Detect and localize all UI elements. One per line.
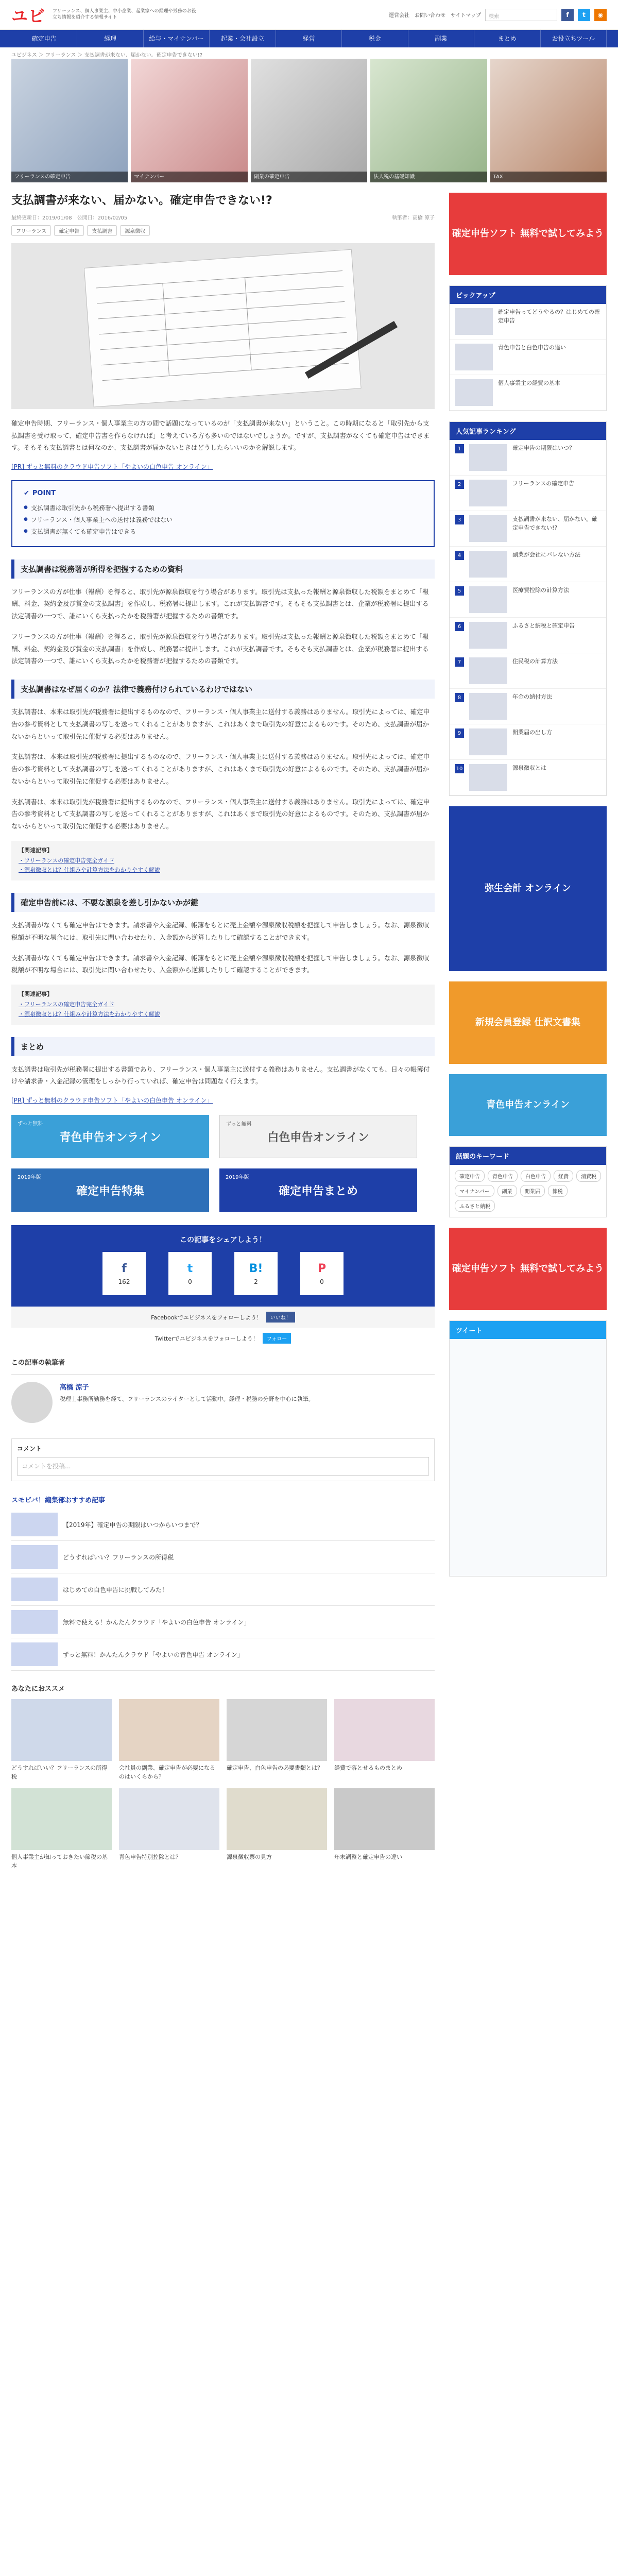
list-item-title: はじめての白色申告に挑戦してみた！ [63,1586,168,1594]
thumbnail [469,480,507,506]
point-title: POINT [32,489,56,498]
ranking-item[interactable] [450,547,606,582]
grid-image [119,1699,219,1761]
page-title: 支払調書が来ない、届かない。確定申告できない!? [11,194,272,207]
rank-badge: 4 [455,551,464,560]
banner-caption: フリーランスの確定申告 [11,172,128,182]
grid-card[interactable] [11,1788,112,1870]
nav-item-keiri[interactable]: 経理 [77,30,143,47]
point-list [24,502,422,537]
nav-item-tools[interactable]: お役立ちツール [541,30,607,47]
section-heading: 支払調書はなぜ届くのか？法律で義務付けられているわけではない [11,680,435,699]
sidebar [449,193,607,1870]
tag[interactable]: 支払調書 [87,225,117,236]
top-link-sitemap[interactable]: サイトマップ [451,13,481,19]
comments-section [11,1438,435,1481]
grid-card[interactable] [227,1788,327,1870]
twitter-heading: ツイート [450,1321,606,1339]
check-icon: ✔ [24,489,29,498]
grid-title: 個人事業主が知っておきたい節税の基本 [11,1854,108,1869]
related-link[interactable]: ・フリーランスの確定申告完全ガイド [19,1001,114,1008]
section-text: 支払調書がなくても確定申告はできます。請求書や入金記録、帳簿をもとに売上金額や源泉徴収税額を把握して申告しましょう。なお、源泉徴収税額が不明な場合には、取引先に問い合わせたり、入金額から逆算したりして確認することができます。 [11,921,430,941]
keyword-list [450,1165,606,1217]
section-heading: 確定申告前には、不要な源泉を差し引かないかが鍵 [11,893,435,912]
content-wrap [0,182,618,1870]
related-box [11,985,435,1024]
rss-icon[interactable]: ◉ [594,9,607,21]
thumbnail [469,693,507,720]
ad-tag: 2019年版 [18,1175,41,1181]
thumbnail [11,1545,58,1569]
point-item: ● 支払調書は取引先から税務署へ提出する書類 [24,502,422,514]
ad-label: 確定申告まとめ [278,1184,358,1198]
ranking-item[interactable] [450,689,606,724]
author-bio: 税理士事務所勤務を経て、フリーランスのライターとして活動中。経理・税務の分野を中心に執筆。 [60,1396,314,1403]
rank-badge: 2 [455,480,464,489]
list-item-title: ずっと無料！かんたんクラウド「やよいの青色申告 オンライン」 [63,1651,244,1658]
pickup-box [449,285,607,411]
grid-image [227,1788,327,1850]
facebook-icon: f [122,1262,127,1275]
share-count: 162 [118,1278,130,1285]
rank-badge: 8 [455,693,464,702]
banner-slide-5[interactable] [490,59,607,182]
grid-title: 源泉徴収票の見方 [227,1854,272,1861]
twitter-follow-button[interactable]: フォロー [263,1333,291,1344]
keyword-chip[interactable]: 副業 [497,1185,517,1197]
ranking-box [449,421,607,796]
logo-text: ユビ [11,6,46,26]
nav-item-kakutei[interactable]: 確定申告 [11,30,77,47]
grid-title: 経費で落とせるものまとめ [334,1765,402,1772]
keywords-box [449,1146,607,1217]
thumbnail [469,586,507,613]
thumbnail [469,657,507,684]
ad-tag: ずっと無料 [226,1122,252,1128]
rank-badge: 3 [455,515,464,524]
grid-image [11,1788,112,1850]
ad-special[interactable] [11,1168,209,1212]
list-item-title: 【2019年】確定申告の期限はいつからいつまで？ [63,1521,202,1529]
tag[interactable]: フリーランス [11,225,51,236]
banner-caption: TAX [490,172,607,182]
twitter-icon[interactable]: t [578,9,590,21]
sidebar-ad-blue[interactable]: 青色申告オンライン [449,1074,607,1136]
point-heading [24,489,422,497]
ad-summary[interactable] [219,1168,417,1212]
ad-label: 白色申告オンライン [267,1131,369,1144]
list-item[interactable] [11,1573,435,1606]
grid-image [334,1788,435,1850]
pickup-title: 青色申告と白色申告の違い [498,344,566,351]
list-item[interactable] [11,1606,435,1638]
ranking-title: ふるさと納税と確定申告 [512,622,575,629]
top-link-company[interactable]: 運営会社 [389,13,410,19]
pickup-item[interactable] [450,340,606,375]
keywords-heading: 話題のキーワード [450,1147,606,1165]
banner-carousel [0,59,618,182]
ad-tag: ずっと無料 [18,1121,43,1127]
section-text: 支払調書は取引先が税務署に提出する書類であり、フリーランス・個人事業主に送付する義務はありません。支払調書がなくても、日々の帳簿付けや請求書・入金記録の管理をしっかり行っていれば、確定申告は問題なく行えます。 [11,1065,430,1086]
recommend-heading: スモビバ！編集部おすすめ記事 [11,1497,106,1505]
nav-item-fukugyo[interactable]: 副業 [408,30,474,47]
ranking-title: 確定申告の期限はいつ？ [512,445,575,451]
banner-slide-2[interactable] [131,59,247,182]
main-nav [0,30,618,47]
grid-image [119,1788,219,1850]
grid-card[interactable] [334,1699,435,1781]
pr-link[interactable]: [PR] ずっと無料のクラウド申告ソフト「やよいの白色申告 オンライン」 [11,463,213,471]
section-text: 支払調書は、本来は取引先が税務署に提出するものなので、フリーランス・個人事業主に送付する義務はありません。取引先によっては、確定申告の参考資料として支払調書の写しを送ってくれることがありますが、これはあくまで取引先の好意によるものです。そのため、支払調書が届かないからといって取引先に催促する必要はありません。 [11,798,430,831]
keyword-chip[interactable]: ふるさと納税 [455,1200,495,1212]
share-heading: この記事をシェアしよう！ [180,1236,266,1245]
pickup-title: 個人事業主の経費の基本 [498,380,560,386]
ranking-title: 源泉徴収とは [512,765,546,771]
nav-item-kigyo[interactable]: 起業・会社設立 [210,30,276,47]
author-name[interactable]: 高橋 涼子 [60,1384,89,1392]
rank-badge: 1 [455,444,464,453]
ad-row [11,1168,435,1212]
rank-badge: 6 [455,622,464,631]
grid-card[interactable] [119,1699,219,1781]
article-main [11,193,435,1870]
article-author[interactable]: 執筆者：高橋 涼子 [391,215,435,221]
banner-slide-1[interactable] [11,59,128,182]
thumbnail [469,728,507,755]
ranking-item[interactable] [450,760,606,795]
list-item[interactable] [11,1509,435,1541]
grid-card[interactable] [11,1699,112,1781]
twitter-follow [11,1328,435,1349]
nav-item-kyuyo[interactable]: 給与・マイナンバー [144,30,210,47]
sidebar-ad-kaikei[interactable]: 弥生会計 オンライン [449,806,607,971]
ranking-item[interactable] [450,618,606,653]
facebook-follow [11,1307,435,1328]
keyword-chip[interactable]: 開業届 [520,1185,545,1197]
pickup-heading: ピックアップ [450,286,606,304]
rank-badge: 9 [455,728,464,738]
ad-white-return[interactable] [219,1115,417,1158]
related-link[interactable]: ・源泉徴収とは？仕組みや計算方法をわかりやすく解説 [19,867,160,874]
share-hatena-button[interactable] [234,1252,278,1295]
article-meta [11,213,435,221]
thumbnail [469,551,507,578]
share-pocket-button[interactable] [300,1252,344,1295]
ad-label: 青色申告オンライン [59,1131,161,1144]
keyword-chip[interactable]: 節税 [548,1185,568,1197]
keyword-chip[interactable]: 白色申告 [521,1170,551,1182]
top-link-contact[interactable]: お問い合わせ [415,13,446,19]
sidebar-ad-register[interactable]: 新規会員登録 仕訳文書集 [449,981,607,1064]
share-twitter-button[interactable] [168,1252,212,1295]
nav-item-matome[interactable]: まとめ [474,30,540,47]
ranking-title: フリーランスの確定申告 [512,480,575,487]
top-links [389,11,481,19]
section-text: 支払調書がなくても確定申告はできます。請求書や入金記録、帳簿をもとに売上金額や源泉徴収税額を把握して申告しましょう。なお、源泉徴収税額が不明な場合には、取引先に問い合わせたり、入金額から逆算したりして確認することができます。 [11,954,430,974]
article-intro: 確定申告時期、フリーランス・個人事業主の方の間で話題になっているのが「支払調書が来ない」ということ。この時期になると「取引先から支払調書を受け取って、確定申告書を作らなければ」と考えている方も多いのではないでしょうか。ですが、支払調書がなくても確定申告はできます。そもそも支払調書とは何なのか、支払調書が届かないときはどうしたらいいのかを解説します。 [11,419,430,452]
ranking-item[interactable] [450,653,606,689]
banner-caption: 副業の確定申告 [251,172,367,182]
twitter-icon: t [187,1262,193,1275]
related-link[interactable]: ・源泉徴収とは？仕組みや計算方法をわかりやすく解説 [19,1010,160,1018]
point-item: ● 支払調書が無くても確定申告はできる [24,526,422,538]
article-grid [11,1699,435,1870]
grid-card[interactable] [227,1699,327,1781]
ranking-heading: 人気記事ランキング [450,422,606,440]
keyword-chip[interactable]: 経費 [554,1170,573,1182]
grid-title: 年末調整と確定申告の違い [334,1854,402,1861]
document-illustration [11,243,435,409]
avatar [11,1382,53,1423]
ranking-title: 支払調書が来ない、届かない。確定申告できない!? [512,516,597,531]
pickup-item[interactable] [450,304,606,340]
thumbnail [11,1578,58,1601]
grid-card[interactable] [119,1788,219,1870]
facebook-icon[interactable]: f [561,9,574,21]
ranking-title: 医療費控除の計算方法 [512,587,569,594]
grid-image [334,1699,435,1761]
related-heading: 【関連記事】 [19,991,53,998]
rank-badge: 10 [455,764,464,773]
keyword-chip[interactable]: 青色申告 [488,1170,518,1182]
header-right [389,9,607,21]
thumbnail [469,622,507,649]
share-facebook-button[interactable] [102,1252,146,1295]
facebook-follow-text: Facebookでユビジネスをフォローしよう！ [151,1314,262,1321]
thumbnail [455,308,493,335]
keyword-chip[interactable]: 消費税 [576,1170,601,1182]
share-box [11,1225,435,1307]
keyword-chip[interactable]: 確定申告 [455,1170,485,1182]
search-placeholder: 検索 [489,13,499,20]
author-heading: この記事の執筆者 [11,1359,65,1367]
related-box [11,841,435,880]
grid-heading: あなたにおススメ [11,1685,65,1693]
thumbnail [469,515,507,542]
share-count: 0 [320,1278,324,1285]
nav-item-keiei[interactable]: 経営 [276,30,342,47]
ranking-item[interactable] [450,582,606,618]
ad-label: 確定申告特集 [76,1184,144,1198]
ranking-item[interactable] [450,476,606,511]
comments-title: コメント [17,1445,42,1453]
banner-caption: 法人税の基礎知識 [370,172,487,182]
ranking-item[interactable] [450,724,606,760]
thumbnail [11,1642,58,1666]
thumbnail [469,444,507,471]
facebook-like-button[interactable]: いいね！ [266,1312,295,1323]
list-item[interactable] [11,1638,435,1671]
comment-input[interactable]: コメントを投稿... [17,1457,429,1476]
search-input[interactable] [485,9,557,21]
list-item[interactable] [11,1541,435,1573]
grid-title: 青色申告特別控除とは？ [119,1854,181,1861]
list-item-title: 無料で使える！かんたんクラウド「やよいの白色申告 オンライン」 [63,1618,250,1626]
section-heading: 支払調書は税務署が所得を把握するための資料 [11,560,435,579]
tag[interactable]: 源泉徴収 [120,225,150,236]
ranking-title: 開業届の出し方 [512,729,552,736]
breadcrumb[interactable]: ユビジネス ＞ フリーランス ＞ 支払調書が来ない、届かない。確定申告できない!? [11,53,203,58]
site-tagline: フリーランス、個人事業主、中小企業、起業家への経理や労務のお役立ち情報を紹介する情報サイト [53,8,196,20]
ad-blue-return[interactable] [11,1115,209,1158]
twitter-feed[interactable] [450,1339,606,1576]
nav-item-zeikin[interactable]: 税金 [342,30,408,47]
point-box [11,480,435,547]
list-item-title: どうすればいい？フリーランスの所得税 [63,1553,174,1561]
section-text: 支払調書は、本来は取引先が税務署に提出するものなので、フリーランス・個人事業主に送付する義務はありません。取引先によっては、確定申告の参考資料として支払調書の写しを送ってくれることがありますが、これはあくまで取引先の好意によるものです。そのため、支払調書が届かないからといって取引先に催促する必要はありません。 [11,708,430,740]
point-item: ● フリーランス・個人事業主への送付は義務ではない [24,514,422,526]
twitter-timeline [449,1320,607,1577]
recommend-list [11,1509,435,1671]
ranking-item[interactable] [450,511,606,547]
pickup-item[interactable] [450,375,606,411]
section-text: 支払調書は、本来は取引先が税務署に提出するものなので、フリーランス・個人事業主に送付する義務はありません。取引先によっては、確定申告の参考資料として支払調書の写しを送ってくれることがありますが、これはあくまで取引先の好意によるものです。そのため、支払調書が届かないからといって取引先に催促する必要はありません。 [11,753,430,785]
thumbnail [455,379,493,406]
share-count: 0 [188,1278,192,1285]
thumbnail [11,1610,58,1634]
ad-row [11,1115,435,1158]
section-heading: まとめ [11,1037,435,1056]
keyword-chip[interactable]: マイナンバー [455,1185,494,1197]
sidebar-ad-bottom[interactable]: 確定申告ソフト 無料で試してみよう [449,1228,607,1310]
twitter-follow-text: Twitterでユビジネスをフォローしよう！ [154,1335,259,1342]
banner-slide-4[interactable] [370,59,487,182]
article-date: 最終更新日：2019/01/08 公開日：2016/02/05 [11,215,128,221]
sidebar-ad-top[interactable]: 確定申告ソフト 無料で試してみよう [449,193,607,275]
tag[interactable]: 確定申告 [54,225,84,236]
grid-title: どうすればいい？フリーランスの所得税 [11,1765,108,1780]
related-link[interactable]: ・フリーランスの確定申告完全ガイド [19,857,114,864]
ranking-title: 副業が会社にバレない方法 [512,551,580,558]
hatena-icon: B! [249,1262,263,1275]
section-text: フリーランスの方が仕事（報酬）を得ると、取引先が源泉徴収を行う場合があります。取引先は支払った報酬と源泉徴収した税額をまとめて「報酬、料金、契約金及び賞金の支払調書」を作成し、税務署に提出します。これが支払調書です。そもそも支払調書とは、企業が税務署に提出する法定調書の一つで、誰にいくら支払ったかを税務署が把握するための書類です。 [11,632,429,665]
section-text: フリーランスの方が仕事（報酬）を得ると、取引先が源泉徴収を行う場合があります。取引先は支払った報酬と源泉徴収した税額をまとめて「報酬、料金、契約金及び賞金の支払調書」を作成し、税務署に提出します。これが支払調書です。そもそも支払調書とは、企業が税務署に提出する法定調書の一つで、誰にいくら支払ったかを税務署が把握するための書類です。 [11,587,429,620]
grid-card[interactable] [334,1788,435,1870]
related-heading: 【関連記事】 [19,846,53,854]
hero-image [11,243,435,409]
ranking-item[interactable] [450,440,606,476]
ad-tag: 2019年版 [226,1175,249,1181]
share-buttons [11,1252,435,1295]
author-box [11,1374,435,1430]
top-header [0,0,618,30]
ranking-title: 年金の納付方法 [512,693,552,700]
grid-image [11,1699,112,1761]
grid-title: 確定申告、白色申告の必要書類とは？ [227,1765,323,1772]
pocket-icon: P [317,1262,327,1275]
ranking-title: 住民税の計算方法 [512,658,558,665]
pickup-title: 確定申告ってどうやるの？はじめての確定申告 [498,309,600,324]
banner-slide-3[interactable] [251,59,367,182]
banner-caption: マイナンバー [131,172,247,182]
grid-title: 会社員の副業、確定申告が必要になるのはいくらから？ [119,1765,215,1780]
thumbnail [11,1513,58,1536]
thumbnail [469,764,507,791]
grid-image [227,1699,327,1761]
rank-badge: 5 [455,586,464,596]
thumbnail [455,344,493,370]
pr-link[interactable]: [PR] ずっと無料のクラウド申告ソフト「やよいの白色申告 オンライン」 [11,1097,213,1105]
site-logo[interactable] [11,3,45,27]
rank-badge: 7 [455,657,464,667]
tag-list [11,225,435,236]
share-count: 2 [254,1278,258,1285]
